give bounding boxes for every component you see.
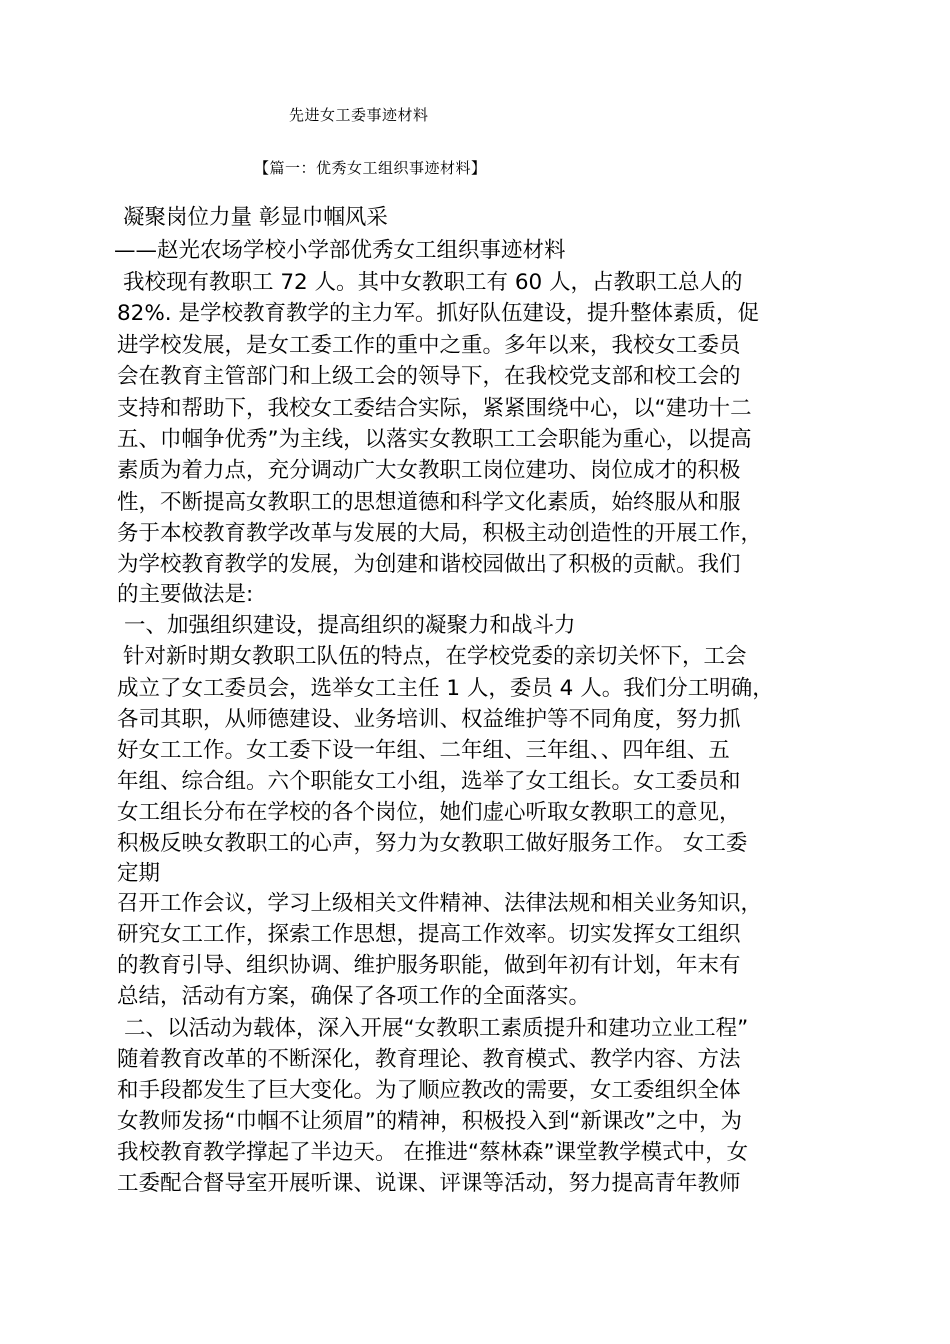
paragraph-line: 积极反映女教职工的心声，努力为女教职工做好服务工作。 女工委 (117, 831, 748, 856)
paragraph-line: 支持和帮助下，我校女工委结合实际，紧紧围绕中心，以“建功十二 (117, 396, 752, 421)
paragraph-line: 的主要做法是: (117, 582, 254, 607)
paragraph-line: 和手段都发生了巨大变化。为了顺应教改的需要，女工委组织全体 (117, 1078, 741, 1103)
paragraph-line: 总结，活动有方案，确保了各项工作的全面落实。 (117, 984, 591, 1009)
paragraph-line: 会在教育主管部门和上级工会的领导下，在我校党支部和校工会的 (117, 364, 741, 389)
paragraph-line: 随着教育改革的不断深化，教育理论、教育模式、教学内容、方法 (117, 1047, 741, 1072)
paragraph-line: 务于本校教育教学改革与发展的大局，积极主动创造性的开展工作， (117, 521, 763, 546)
paragraph-line: 研究女工工作，探索工作思想，提高工作效率。切实发挥女工组织 (117, 922, 741, 947)
paragraph-line: 我校教育教学撑起了半边天。 在推进“蔡林森”课堂教学模式中，女 (117, 1140, 749, 1165)
paragraph-line: 的教育引导、组织协调、维护服务职能，做到年初有计划，年末有 (117, 953, 741, 978)
paragraph-line: 进学校发展，是女工委工作的重中之重。多年以来，我校女工委员 (117, 333, 741, 358)
paragraph-line: 各司其职，从师德建设、业务培训、权益维护等不同角度，努力抓 (117, 707, 741, 732)
paragraph-line: 素质为着力点，充分调动广大女教职工岗位建功、岗位成才的积极 (117, 458, 741, 483)
article-subheading: ——赵光农场学校小学部优秀女工组织事迹材料 (114, 238, 566, 263)
paragraph-line: 我校现有教职工 72 人。其中女教职工有 60 人，占教职工总人的 (123, 270, 743, 295)
paragraph-line: 针对新时期女教职工队伍的特点，在学校党委的亲切关怀下，工会 (123, 644, 747, 669)
paragraph-line: 定期 (117, 861, 161, 886)
paragraph-line: 女教师发扬“巾帼不让须眉”的精神，积极投入到“新课改”之中，为 (117, 1109, 743, 1134)
section-heading-1: 一、加强组织建设，提高组织的凝聚力和战斗力 (124, 613, 576, 638)
document-title: 先进女工委事迹材料 (289, 106, 429, 124)
section-heading-2: 二、以活动为载体，深入开展“女教职工素质提升和建功立业工程” (124, 1016, 749, 1041)
paragraph-line: 成立了女工委员会，选举女工主任 1 人，委员 4 人。我们分工明确， (117, 676, 774, 701)
paragraph-line: 为学校教育教学的发展，为创建和谐校园做出了积极的贡献。我们 (117, 552, 741, 577)
paragraph-line: 年组、综合组。六个职能女工小组，选举了女工组长。女工委员和 (117, 769, 741, 794)
paragraph-line: 女工组长分布在学校的各个岗位，她们虚心听取女教职工的意见， (117, 800, 741, 825)
paragraph-line: 工委配合督导室开展听课、说课、评课等活动，努力提高青年教师 (117, 1171, 741, 1196)
document-subtitle: 【篇一：优秀女工组织事迹材料】 (254, 159, 487, 177)
paragraph-line: 五、巾帼争优秀”为主线，以落实女教职工工会职能为重心，以提高 (117, 427, 752, 452)
paragraph-line: 性，不断提高女教职工的思想道德和科学文化素质，始终服从和服 (117, 490, 741, 515)
article-heading: 凝聚岗位力量 彰显巾帼风采 (123, 205, 388, 230)
paragraph-line: 好女工工作。女工委下设一年组、二年组、三年组、、四年组、五 (117, 738, 730, 763)
paragraph-line: 82%. 是学校教育教学的主力军。抓好队伍建设，提升整体素质，促 (117, 301, 759, 326)
paragraph-line: 召开工作会议，学习上级相关文件精神、法律法规和相关业务知识， (117, 891, 763, 916)
